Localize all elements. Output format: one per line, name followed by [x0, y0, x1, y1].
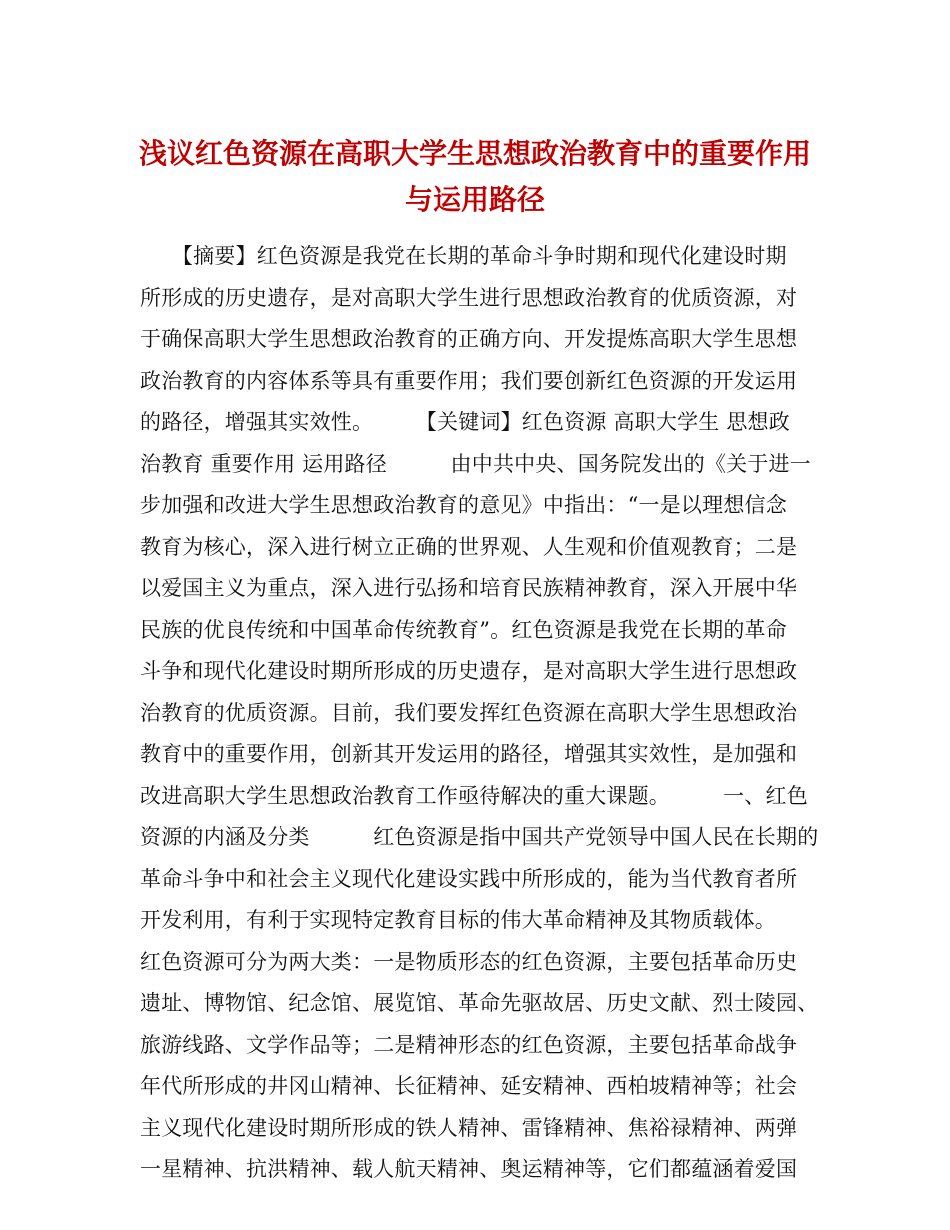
body-line: 开发利用，有利于实现特定教育目标的伟大革命精神及其物质载体。: [140, 908, 776, 932]
body-line: 于确保高职大学生思想政治教育的正确方向、开发提炼高职大学生思想: [140, 327, 798, 351]
body-line: 的路径，增强其实效性。 【关键词】红色资源 高职大学生 思想政: [140, 410, 790, 434]
body-line: 遗址、博物馆、纪念馆、展览馆、革命先驱故居、历史文献、烈士陵园、: [140, 991, 819, 1015]
body-line: 年代所形成的井冈山精神、长征精神、延安精神、西柏坡精神等；社会: [140, 1074, 798, 1098]
body-line: 资源的内涵及分类 红色资源是指中国共产党领导中国人民在长期的: [140, 825, 819, 849]
body-line: 治教育的优质资源。目前，我们要发挥红色资源在高职大学生思想政治: [140, 700, 798, 725]
body-line: 革命斗争中和社会主义现代化建设实践中所形成的，能为当代教育者所: [140, 866, 798, 891]
body-line: 以爱国主义为重点，深入进行弘扬和培育民族精神教育，深入开展中华: [140, 576, 798, 600]
body-line: 红色资源可分为两大类：一是物质形态的红色资源，主要包括革命历史: [140, 949, 798, 974]
body-line: 【摘要】红色资源是我党在长期的革命斗争时期和现代化建设时期: [140, 244, 787, 268]
body-line: 改进高职大学生思想政治教育工作亟待解决的重大课题。 一、红色: [140, 783, 808, 808]
body-line: 旅游线路、文学作品等；二是精神形态的红色资源，主要包括革命战争: [140, 1032, 798, 1057]
document-title-line-2: 与运用路径: [404, 183, 545, 216]
body-line: 政治教育的内容体系等具有重要作用；我们要创新红色资源的开发运用: [140, 368, 798, 393]
body-line: 教育中的重要作用，创新其开发运用的路径，增强其实效性，是加强和: [140, 742, 798, 766]
body-line: 教育为核心，深入进行树立正确的世界观、人生观和价值观教育；二是: [140, 534, 798, 559]
body-line: 一星精神、抗洪精神、载人航天精神、奥运精神等，它们都蕴涵着爱国: [140, 1157, 798, 1181]
document-body: [140, 236, 820, 1191]
document-title-line-1: 浅议红色资源在高职大学生思想政治教育中的重要作用: [138, 137, 811, 170]
body-line: 所形成的历史遗存，是对高职大学生进行思想政治教育的优质资源，对: [140, 285, 798, 310]
body-line: 治教育 重要作用 运用路径 由中共中央、国务院发出的《关于进一: [140, 451, 811, 476]
body-line: 步加强和改进大学生思想政治教育的意见》中指出：“一是以理想信念: [140, 493, 787, 517]
body-line: 民族的优良传统和中国革命传统教育”。红色资源是我党在长期的革命: [140, 617, 787, 642]
body-line: 主义现代化建设时期所形成的铁人精神、雷锋精神、焦裕禄精神、两弹: [140, 1115, 798, 1140]
body-line: 斗争和现代化建设时期所形成的历史遗存，是对高职大学生进行思想政: [140, 659, 798, 683]
